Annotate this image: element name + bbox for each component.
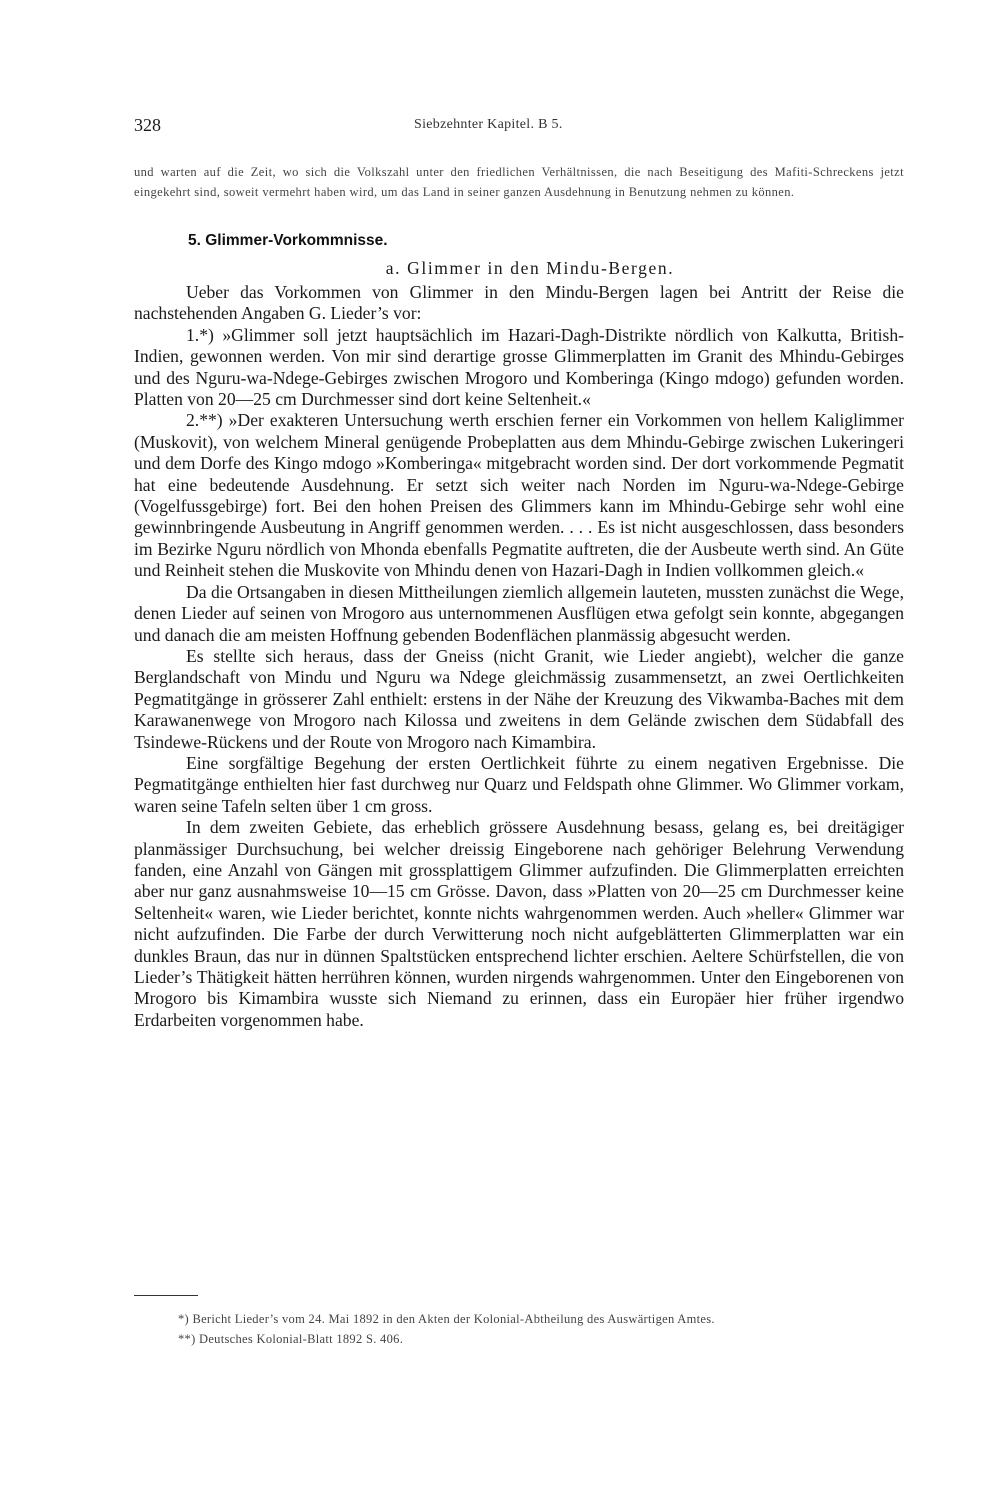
page-header — [134, 115, 904, 139]
body-paragraph: 1.*) »Glimmer soll jetzt hauptsächlich im Hazari-Dagh-Distrikte nördlich von Kalkutta, British-Indien, gewonnen werden. Von mir sind derartige grosse Glimmerplatten im Granit des Mhindu-Gebirges und des Nguru-wa-Ndege-Gebirges zwischen Mrogoro und Komberinga (Kingo mdogo) gefunden worden. Platten von 20—25 cm Durchmesser sind dort keine Seltenheit.« — [134, 324, 904, 410]
body-paragraph: Ueber das Vorkommen von Glimmer in den Mindu-Bergen lagen bei Antritt der Reise die nachstehenden Angaben G. Lieder’s vor: — [134, 282, 904, 324]
subsection-heading: a. Glimmer in den Mindu-Bergen. — [385, 258, 675, 278]
body-paragraph: 2.**) »Der exakteren Untersuchung werth erschien ferner ein Vorkommen von hellem Kaliglimmer (Muskovit), von welchem Mineral genügende Probeplatten aus dem Mhindu-Gebirge zwischen Lukeringeri und dem Dorfe des Kingo mdogo »Komberinga« mitgebracht worden sind. Der dort vorkommende Pegmatit hat eine bedeutende Ausdehnung. Er setzt sich weiter nach Norden im Nguru-wa-Ndege-Gebirge (Vogelfussgebirge) fort. Bei den hohen Preisen des Glimmers kann im Mhindu-Gebirge sehr wohl eine gewinnbringende Ausbeutung in Angriff genommen werden. . . . Es ist nicht ausgeschlossen, dass besonders im Bezirke Nguru nördlich von Mhonda ebenfalls Pegmatite auftreten, die der Ausbeute werth sind. An Güte und Reinheit stehen die Muskovite von Mhindu denen von Hazari-Dagh in Indien vollkommen gleich.« — [134, 410, 904, 581]
body-paragraph: Es stellte sich heraus, dass der Gneiss (nicht Granit, wie Lieder angiebt), welcher die ganze Berglandschaft von Mindu und Nguru wa Ndege gleichmässig zusammensetzt, an zwei Oertlichkeiten Pegmatitgänge in grösserer Zahl enthielt: erstens in der Nähe der Kreuzung des Vikwamba-Baches mit dem Karawanenwege von Mrogoro nach Kilossa und zweitens in dem Gelände zwischen dem Südabfall des Tsindewe-Rückens und der Route von Mrogoro nach Kimambira. — [134, 645, 904, 752]
footnote-divider — [134, 1295, 198, 1296]
body-paragraph: Eine sorgfältige Begehung der ersten Oertlichkeit führte zu einem negativen Ergebnisse. Die Pegmatitgänge enthielten hier fast durchweg nur Quarz und Feldspath ohne Glimmer. Wo Glimmer vorkam, waren seine Tafeln selten über 1 cm gross. — [134, 752, 904, 816]
footnotes — [134, 1309, 904, 1349]
body-text — [134, 282, 904, 1031]
page-number: 328 — [134, 115, 161, 135]
body-paragraph: Da die Ortsangaben in diesen Mittheilungen ziemlich allgemein lauteten, mussten zunächst die Wege, denen Lieder auf seinen von Mrogoro aus unternommenen Ausflügen etwa gefolgt sein konnte, abgegangen und danach die am meisten Hoffnung gebenden Bodenflächen planmässig abgesucht werden. — [134, 581, 904, 645]
body-paragraph: In dem zweiten Gebiete, das erheblich grössere Ausdehnung besass, gelang es, bei dreitägiger planmässiger Durchsuchung, bei welcher dreissig Eingeborene nach gehöriger Belehrung Verwendung fanden, eine Anzahl von Gängen mit grossplattigem Glimmer aufzufinden. Die Glimmerplatten erreichten aber nur ganz ausnahmsweise 10—15 cm Grösse. Davon, dass »Platten von 20—25 cm Durchmesser keine Seltenheit« waren, wie Lieder berichtet, konnte nichts wahrgenommen werden. Auch »heller« Glimmer war nicht aufzufinden. Die Farbe der durch Verwitterung noch nicht aufgeblätterten Glimmerplatten war ein dunkles Braun, das nur in dünnen Spaltstücken entsprechend lichter erschien. Aeltere Schürfstellen, die von Lieder’s Thätigkeit hätten herrühren können, wurden nirgends wahrgenommen. Unter den Eingeborenen von Mrogoro bis Kimambira wusste sich Niemand zu erinnen, dass ein Europäer hier früher irgendwo Erdarbeiten vorgenommen habe. — [134, 817, 904, 1030]
footnote: **) Deutsches Kolonial-Blatt 1892 S. 406. — [178, 1332, 404, 1346]
section-heading: 5. Glimmer-Vorkommnisse. — [188, 232, 388, 249]
footnote: *) Bericht Lieder’s vom 24. Mai 1892 in den Akten der Kolonial-Abtheilung des Auswärtigen Amtes. — [178, 1312, 715, 1326]
intro-paragraph: und warten auf die Zeit, wo sich die Volkszahl unter den friedlichen Verhältnissen, die nach Beseitigung des Mafiti-Schreckens jetzt eingekehrt sind, soweit vermehrt haben wird, um das Land in seiner ganzen Ausdehnung in Benutzung nehmen zu können. — [134, 165, 904, 199]
running-head: Siebzehnter Kapitel. B 5. — [414, 117, 563, 132]
